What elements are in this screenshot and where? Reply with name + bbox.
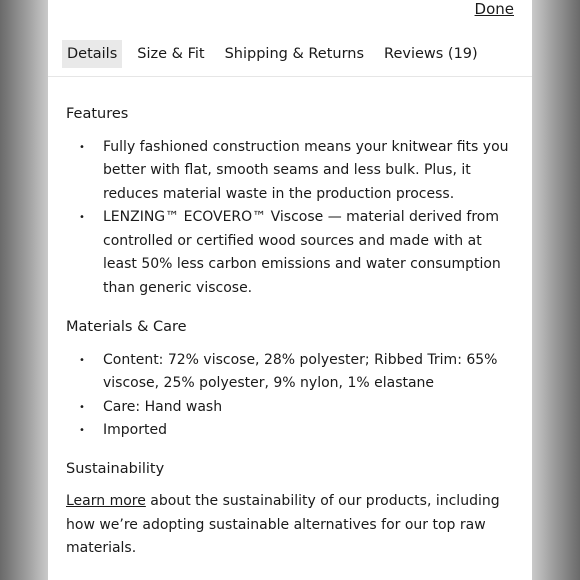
details-panel (48, 0, 532, 580)
tab-bar (62, 40, 493, 68)
bullet-icon: • (79, 212, 85, 223)
list-item (66, 206, 516, 300)
bullet-icon: • (79, 401, 85, 413)
tab-reviews[interactable]: Reviews (19) (384, 46, 478, 62)
tab-size-fit[interactable]: Size & Fit (137, 46, 205, 62)
sustainability-text (66, 490, 516, 561)
list-item-text: Imported (103, 422, 167, 438)
materials-list (66, 349, 516, 443)
done-button[interactable]: Done (474, 0, 514, 18)
tab-divider (48, 76, 532, 77)
bullet-icon: • (79, 141, 85, 153)
list-item-text: Content: 72% viscose, 28% polyester; Ribbed Trim: 65% viscose, 25% polyester, 9% nylon, 1% elastane (103, 351, 498, 391)
list-item-text: Fully fashioned construction means your knitwear fits you better with flat, smooth seams and less bulk. Plus, it reduces material waste in the production process. (103, 138, 509, 202)
list-item (66, 419, 516, 443)
tab-details[interactable]: Details (62, 40, 122, 68)
bullet-icon: • (79, 425, 85, 436)
materials-heading: Materials & Care (66, 319, 187, 335)
list-item (66, 396, 516, 420)
details-content (66, 103, 516, 561)
learn-more-link[interactable]: Learn more (66, 493, 146, 509)
features-heading: Features (66, 106, 129, 122)
list-item (66, 136, 516, 207)
bullet-icon: • (79, 354, 85, 366)
list-item-text: Care: Hand wash (103, 398, 223, 415)
tab-shipping-returns[interactable]: Shipping & Returns (224, 46, 365, 62)
sustainability-heading: Sustainability (66, 460, 165, 477)
list-item (66, 349, 516, 396)
list-item-text: LENZING™ ECOVERO™ Viscose — material derived from controlled or certified wood sources and made with at least 50% less carbon emissions and water consumption than generic viscose. (103, 209, 501, 296)
features-list (66, 136, 516, 301)
sustainability-body: about the sustainability of our products, including how we’re adopting sustainable alternatives for our top raw materials. (66, 493, 500, 556)
